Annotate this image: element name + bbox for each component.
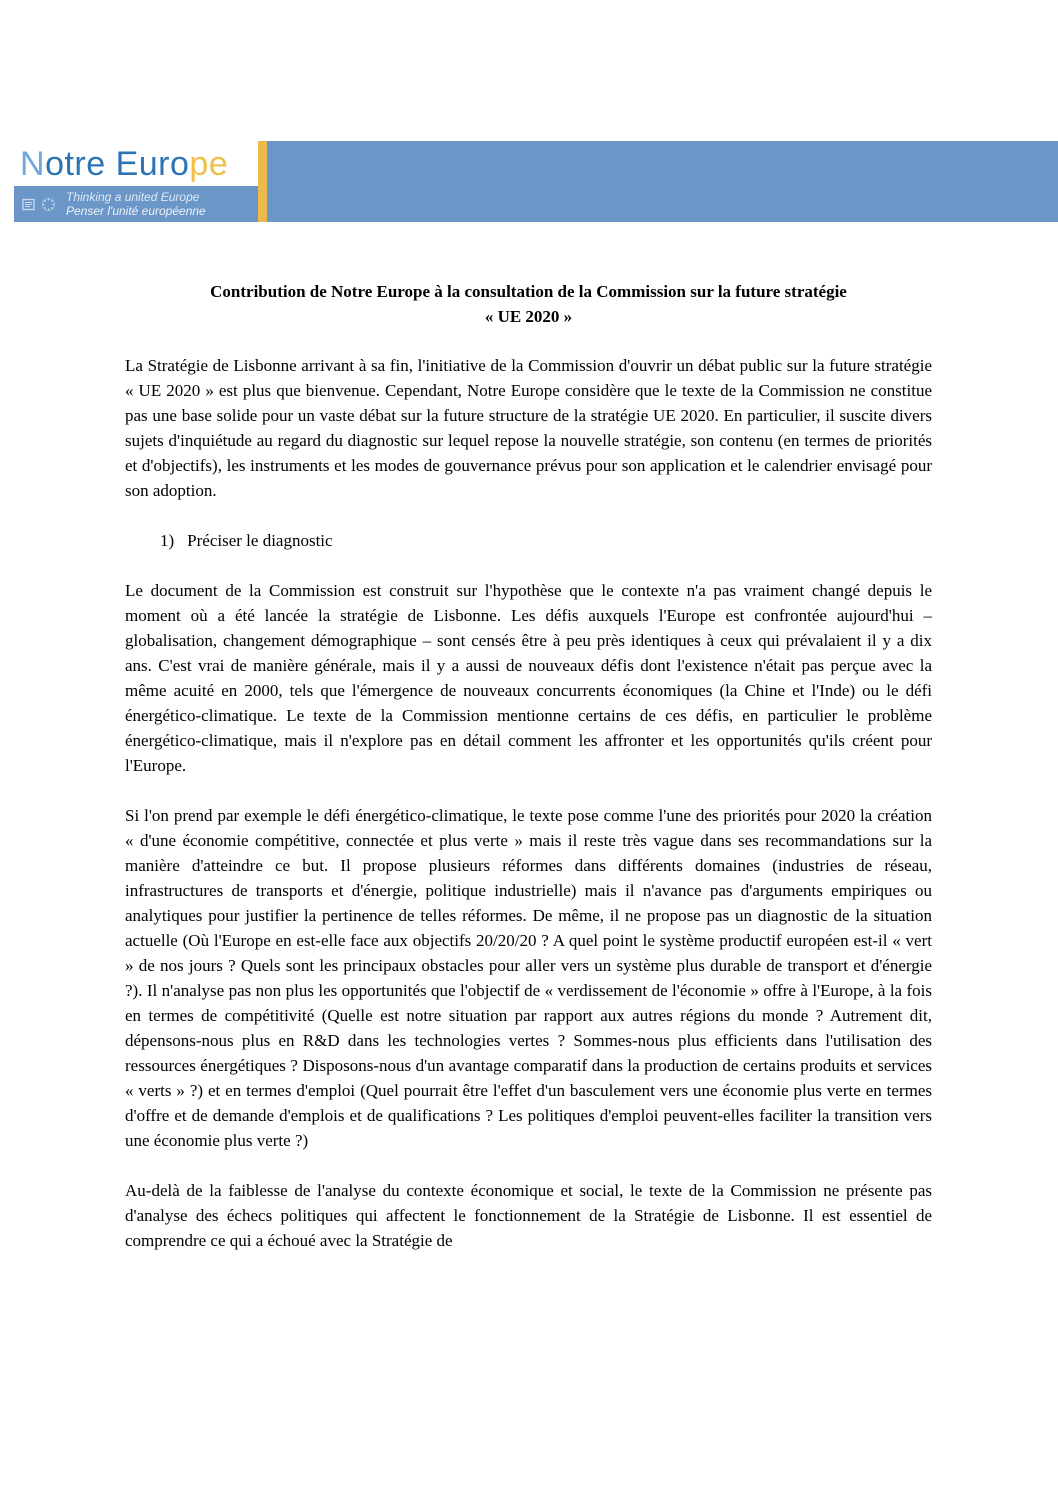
section-heading — [125, 528, 932, 553]
logo-main: otre Euro — [45, 144, 190, 183]
logo-block — [14, 141, 258, 222]
tagline-line2: Penser l'unité européenne — [66, 204, 206, 218]
tagline-line1: Thinking a united Europe — [66, 190, 200, 204]
eu-stars-icon — [41, 197, 56, 212]
book-icon — [22, 198, 35, 211]
title-line2: « UE 2020 » — [484, 307, 573, 326]
tagline — [66, 190, 206, 218]
logo-letter-n: N — [20, 144, 46, 183]
paragraph: Au-delà de la faiblesse de l'analyse du contexte économique et social, le texte de la Commission ne présente pas d'analyse des échecs politiques qui affectent le fonctionnement de la Stratégie de Lisbonne. Il est essentiel de comprendre ce qui a échoué avec la Stratégie de — [125, 1181, 932, 1250]
section-label: Préciser le diagnostic — [187, 531, 333, 550]
tagline-strip — [14, 186, 258, 222]
paragraph-intro: La Stratégie de Lisbonne arrivant à sa fin, l'initiative de la Commission d'ouvrir un débat public sur la future stratégie « UE 2020 » est plus que bienvenue. Cependant, Notre Europe considère que le texte de la Commission ne constitue pas une base solide pour un vaste débat sur la future structure de la stratégie UE 2020. En particulier, il suscite divers sujets d'inquiétude au regard du diagnostic sur lequel repose la nouvelle stratégie, son contenu (en termes de priorités et d'objectifs), les instruments et les modes de gouvernance prévus pour son application et le calendrier envisagé pour son adoption. — [125, 356, 932, 500]
logo-text — [20, 144, 228, 184]
header-banner — [14, 141, 1058, 222]
logo — [14, 141, 258, 186]
document-title — [125, 279, 932, 329]
banner-bar — [267, 141, 1058, 222]
document-body — [125, 279, 932, 1278]
section-number: 1) — [160, 531, 175, 550]
paragraph: Le document de la Commission est construit sur l'hypothèse que le contexte n'a pas vraiment changé depuis le moment où a été lancée la stratégie de Lisbonne. Les défis auxquels l'Europe est confrontée aujourd'hui – globalisation, changement démographique – sont censés être à peu près identiques à ceux qui prévalaient il y a dix ans. C'est vrai de manière générale, mais il y a aussi de nouveaux défis dont l'existence n'était pas perçue avec la même acuité en 2000, tels que l'émergence de nouveaux concurrents économiques (la Chine et l'Inde) ou le défi énergético-climatique. Le texte de la Commission mentionne certains de ces défis, en particulier le problème énergético-climatique, mais il n'explore pas en détail comment les affronter et les opportunités qu'ils créent pour l'Europe. — [125, 581, 932, 775]
paragraph: Si l'on prend par exemple le défi énergético-climatique, le texte pose comme l'une des priorités pour 2020 la création « d'une économie compétitive, connectée et plus verte » mais il reste très vague dans ses recommandations sur la manière d'atteindre ce but. Il propose plusieurs réformes dans différents domaines (industries de réseau, infrastructures de transports et d'énergie, politique industrielle) mais il n'avance pas d'arguments empiriques ou analytiques pour justifier la pertinence de telles réformes. De même, il ne propose pas un diagnostic de la situation actuelle (Où l'Europe en est-elle face aux objectifs 20/20/20 ? A quel point le système productif européen est-il « vert » de nos jours ? Quels sont les principaux obstacles pour aller vers un système plus durable de transport et d'énergie ?). Il n'analyse pas non plus les opportunités que l'objectif de « verdissement de l'économie » offre à l'Europe, à la fois en termes de compétitivité (Quelle est notre situation par rapport aux autres régions du monde ? Autrement dit, dépensons-nous plus en R&D dans les technologies vertes ? Sommes-nous plus efficients dans l'utilisation des ressources énergétiques ? Disposons-nous d'un avantage comparatif dans la production de certains produits et services « verts » ?) et en termes d'emploi (Quel pourrait être l'effet d'un basculement vers une économie plus verte en termes d'offre et de demande d'emplois et de qualifications ? Les politiques d'emploi peuvent-elles faciliter la transition vers une économie plus verte ?) — [125, 806, 932, 1150]
title-line1: Contribution de Notre Europe à la consultation de la Commission sur la future stratégie — [210, 282, 847, 301]
logo-accent: pe — [189, 144, 229, 183]
gold-divider — [258, 141, 267, 222]
